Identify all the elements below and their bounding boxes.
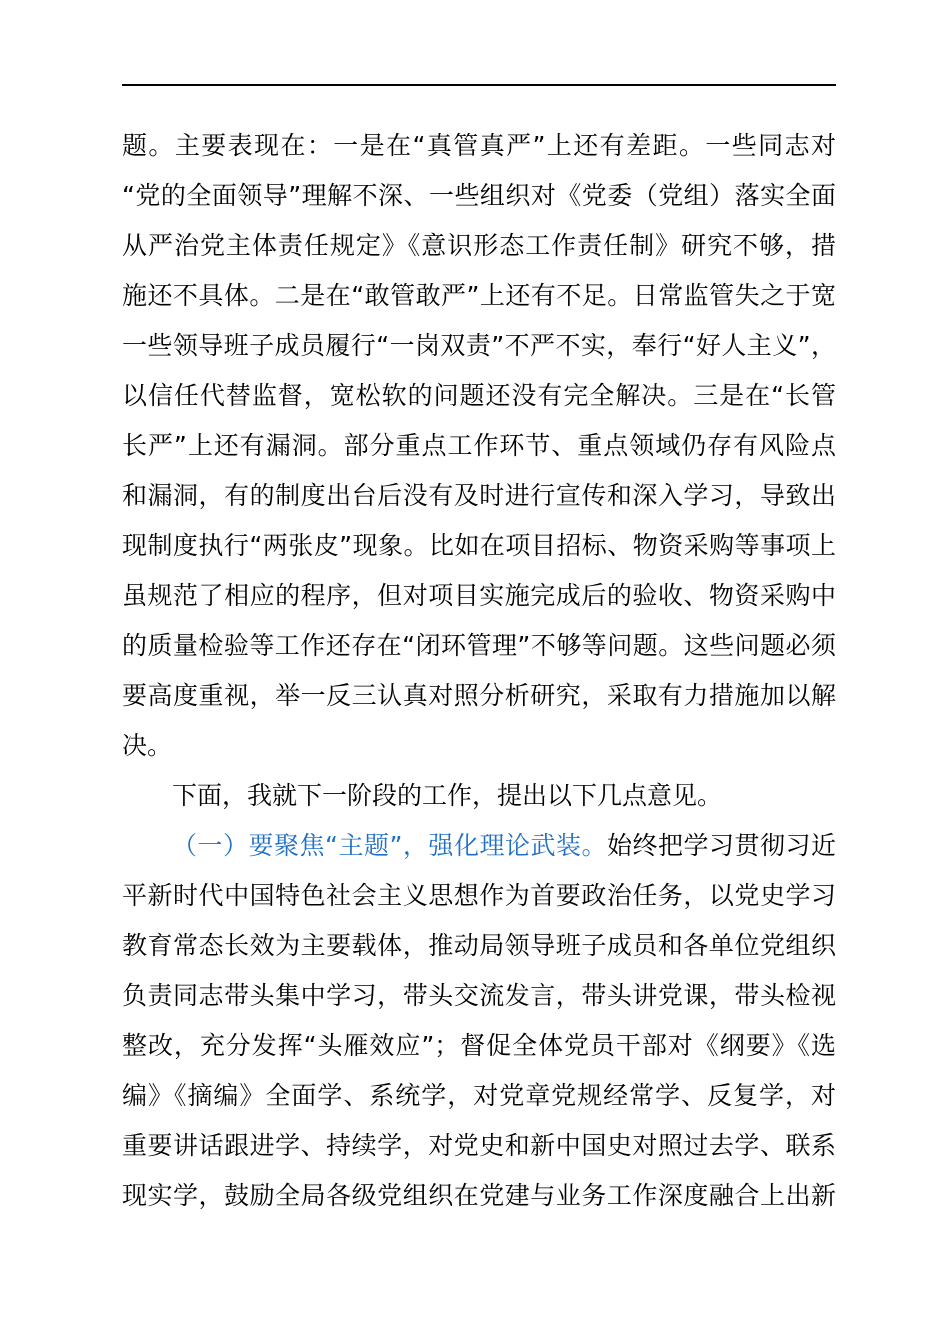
section-heading: （一）要聚焦“主题”，强化理论武装。 [172,831,607,860]
paragraph-line: 现制度执行“两张皮”现象。比如在项目招标、物资采购等事项上 [122,531,836,560]
paragraph-line: 的质量检验等工作还存在“闭环管理”不够等问题。这些问题必须 [122,631,836,660]
section-first-line [172,826,836,866]
paragraph-line: 一些领导班子成员履行“一岗双责”不严不实，奉行“好人主义”， [122,331,836,360]
paragraph-line: 平新时代中国特色社会主义思想作为首要政治任务，以党史学习 [122,881,836,910]
paragraph-line: 决。 [122,731,173,760]
paragraph-line: 负责同志带头集中学习，带头交流发言，带头讲党课，带头检视 [122,981,836,1010]
paragraph-line: 下面，我就下一阶段的工作，提出以下几点意见。 [172,781,723,810]
paragraph-line: 从严治党主体责任规定》《意识形态工作责任制》研究不够，措 [122,231,836,260]
paragraph-line: 整改，充分发挥“头雁效应”；督促全体党员干部对《纲要》《选 [122,1031,836,1060]
paragraph-line: 现实学，鼓励全局各级党组织在党建与业务工作深度融合上出新 [122,1181,836,1210]
section-first-line-text: 始终把学习贯彻习近 [606,831,836,860]
paragraph-line: 施还不具体。二是在“敢管敢严”上还有不足。日常监管失之于宽 [122,281,836,310]
paragraph-line: 以信任代替监督，宽松软的问题还没有完全解决。三是在“长管 [122,381,836,410]
paragraph-line: 和漏洞，有的制度出台后没有及时进行宣传和深入学习，导致出 [122,481,836,510]
paragraph-line: 教育常态长效为主要载体，推动局领导班子成员和各单位党组织 [122,931,836,960]
paragraph-line: 编》《摘编》全面学、系统学，对党章党规经常学、反复学，对 [122,1081,836,1110]
paragraph-line: 题。主要表现在：一是在“真管真严”上还有差距。一些同志对 [122,131,836,160]
paragraph-line: 重要讲话跟进学、持续学，对党史和新中国史对照过去学、联系 [122,1131,836,1160]
paragraph-line: 虽规范了相应的程序，但对项目实施完成后的验收、物资采购中 [122,581,836,610]
paragraph-line: 要高度重视，举一反三认真对照分析研究，采取有力措施加以解 [122,681,836,710]
header-rule [122,84,836,86]
paragraph-line: “党的全面领导”理解不深、一些组织对《党委（党组）落实全面 [122,181,836,210]
paragraph-line: 长严”上还有漏洞。部分重点工作环节、重点领域仍存有风险点 [122,431,836,460]
